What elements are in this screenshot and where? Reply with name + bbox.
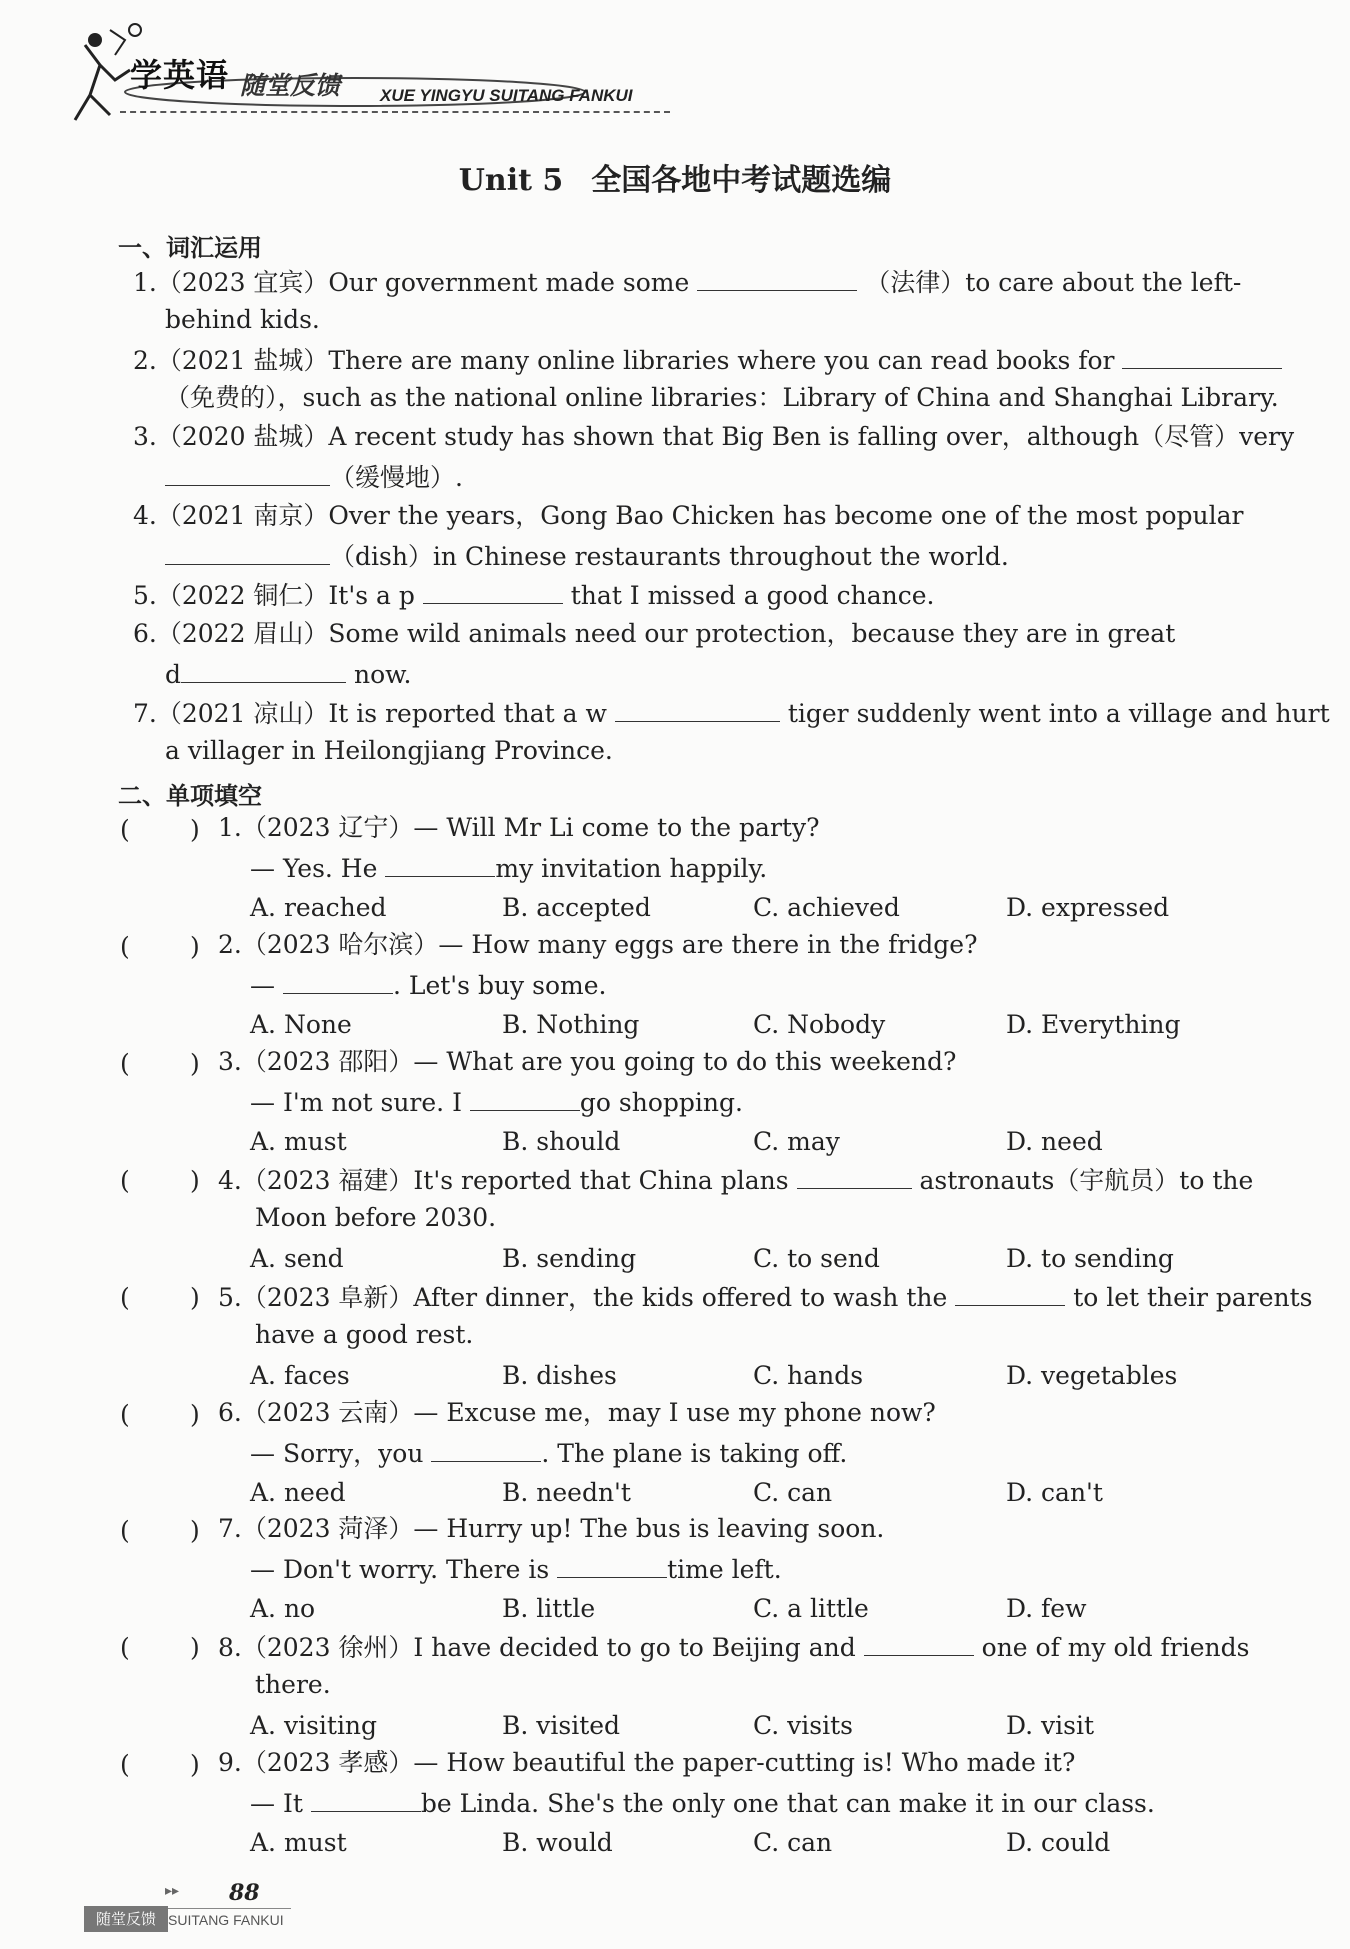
answer-box[interactable] [135,1283,190,1311]
item-number: 1. [133,268,157,297]
option-b[interactable]: B. needn't [502,1478,631,1507]
question-text: — Sorry，you [250,1439,424,1468]
footer-arrow-icon: ▸▸ [165,1883,180,1899]
mcq-question-2 [218,932,978,957]
answer-box[interactable] [135,1516,190,1544]
option-c[interactable]: C. a little [753,1594,869,1623]
answer-paren-left: ( [120,1283,130,1312]
item-number: 6. [133,619,157,648]
question-text: one of my old friends [981,1633,1250,1662]
option-c[interactable]: C. hands [753,1361,864,1390]
answer-paren-left: ( [120,1633,130,1662]
answer-paren-right: ) [190,932,200,961]
option-d[interactable]: D. to sending [1006,1244,1174,1273]
answer-box[interactable] [135,1633,190,1661]
mcq-question-5 [218,1283,1312,1310]
question-text: （2023 徐州）I have decided to go to Beijing and [241,1633,856,1662]
answer-paren-right: ) [190,1166,200,1195]
vocab-item-5 [133,581,935,608]
item-text: （2023 宜宾）Our government made some [156,268,690,297]
question-text: — It [250,1789,303,1818]
answer-blank[interactable] [165,542,330,565]
option-b[interactable]: B. accepted [502,893,651,922]
answer-blank[interactable] [557,1555,667,1578]
answer-paren-left: ( [120,1400,130,1429]
item-text-cont: （免费的），such as the national online libraries：Library of China and Shanghai Library. [165,383,1279,412]
question-number: 4. [218,1166,242,1195]
option-d[interactable]: D. can't [1006,1478,1103,1507]
answer-blank[interactable] [797,1166,912,1189]
option-d[interactable]: D. Everything [1006,1010,1181,1039]
question-text: go shopping. [579,1088,743,1117]
item-text-cont: a villager in Heilongjiang Province. [165,736,613,765]
question-text: astronauts（宇航员）to the [919,1166,1254,1195]
answer-paren-left: ( [120,932,130,961]
question-text: . The plane is taking off. [541,1439,848,1468]
item-number: 4. [133,501,157,530]
answer-paren-right: ) [190,815,200,844]
option-b[interactable]: B. dishes [502,1361,617,1390]
item-text: （2022 眉山）Some wild animals need our protection，because they are in great [156,619,1176,648]
option-a[interactable]: A. reached [250,893,387,922]
question-text: （2023 邵阳）— What are you going to do this weekend? [241,1047,957,1076]
option-c[interactable]: C. achieved [753,893,900,922]
option-b[interactable]: B. would [502,1828,613,1857]
mcq-question-7 [218,1516,884,1541]
option-c[interactable]: C. Nobody [753,1010,886,1039]
footer-label-cn: 随堂反馈 [84,1906,168,1932]
question-number: 3. [218,1047,242,1076]
question-text: （2023 福建）It's reported that China plans [241,1166,789,1195]
answer-blank[interactable] [423,581,563,604]
option-a[interactable]: A. need [250,1478,346,1507]
answer-paren-right: ) [190,1283,200,1312]
option-c[interactable]: C. may [753,1127,840,1156]
logo-subtitle-cn: 随堂反馈 [240,71,341,100]
answer-paren-right: ) [190,1049,200,1078]
question-text-cont: have a good rest. [255,1320,474,1349]
item-number: 7. [133,699,157,728]
item-text-cont: behind kids. [165,305,320,334]
section1-heading: 一、词汇运用 [118,234,262,262]
item-text: （法律）to care about the left- [865,268,1242,297]
answer-blank[interactable] [1122,346,1282,369]
item-text: （2021 盐城）There are many online libraries where you can read books for [156,346,1115,375]
option-a[interactable]: A. no [250,1594,316,1623]
question-number: 1. [218,813,242,842]
option-c[interactable]: C. visits [753,1711,853,1740]
item-text: that I missed a good chance. [570,581,935,610]
answer-blank[interactable] [615,699,780,722]
question-text: — Yes. He [250,854,378,883]
mcq-question-1 [218,815,819,840]
vocab-item-2 [133,346,1282,373]
option-d[interactable]: D. vegetables [1006,1361,1178,1390]
answer-box[interactable] [135,815,190,843]
vocab-item-1 [133,268,1241,295]
answer-paren-left: ( [120,1166,130,1195]
mcq-dialogue-line [250,1088,743,1115]
mcq-dialogue-line [250,1439,847,1466]
answer-paren-right: ) [190,1633,200,1662]
answer-box[interactable] [135,1750,190,1778]
mcq-dialogue-line [250,854,767,881]
mcq-question-9 [218,1750,1075,1775]
option-a[interactable]: A. None [250,1010,352,1039]
page-title [0,155,1350,199]
answer-paren-left: ( [120,1516,130,1545]
option-b[interactable]: B. little [502,1594,596,1623]
question-number: 6. [218,1398,242,1427]
answer-box[interactable] [135,1049,190,1077]
option-d[interactable]: D. visit [1006,1711,1095,1740]
question-text: . Let's buy some. [392,971,607,1000]
mcq-question-6 [218,1400,936,1425]
answer-blank[interactable] [470,1088,580,1111]
option-c[interactable]: C. can [753,1478,833,1507]
answer-blank[interactable] [165,463,330,486]
item-text: （dish）in Chinese restaurants throughout the world. [330,542,1009,571]
answer-blank[interactable] [385,854,495,877]
logo-subtitle-en: XUE YINGYU SUITANG FANKUI [380,86,633,105]
vocab-item-4 [133,503,1244,528]
answer-paren-left: ( [120,1750,130,1779]
vocab-item-6 [133,621,1175,646]
item-text: （2021 凉山）It is reported that a w [156,699,607,728]
unit-label: Unit 5 [458,163,564,198]
item-number: 5. [133,581,157,610]
question-number: 5. [218,1283,242,1312]
question-text: my invitation happily. [495,854,768,883]
item-text: （2021 南京）Over the years，Gong Bao Chicken has become one of the most popular [156,501,1244,530]
option-c[interactable]: C. to send [753,1244,880,1273]
question-number: 8. [218,1633,242,1662]
option-d[interactable]: D. need [1006,1127,1103,1156]
question-text: （2023 云南）— Excuse me，may I use my phone now? [241,1398,936,1427]
option-d[interactable]: D. expressed [1006,893,1170,922]
question-number: 7. [218,1514,242,1543]
section2-heading: 二、单项填空 [118,782,262,810]
option-a[interactable]: A. send [250,1244,344,1273]
answer-blank[interactable] [311,1789,421,1812]
answer-paren-right: ) [190,1400,200,1429]
item-number: 2. [133,346,157,375]
question-text-cont: Moon before 2030. [255,1203,497,1232]
option-c[interactable]: C. can [753,1828,833,1857]
question-text: to let their parents [1073,1283,1313,1312]
footer-label-en: SUITANG FANKUI [168,1912,284,1928]
header-divider [120,111,670,113]
mcq-question-4 [218,1166,1253,1193]
option-b[interactable]: B. visited [502,1711,621,1740]
question-text: （2023 菏泽）— Hurry up! The bus is leaving soon. [241,1514,885,1543]
mcq-dialogue-line [250,1555,782,1582]
question-text: （2023 辽宁）— Will Mr Li come to the party? [241,813,820,842]
answer-blank[interactable] [864,1633,974,1656]
answer-paren-left: ( [120,1049,130,1078]
item-number: 3. [133,422,157,451]
question-text: — Don't worry. There is [250,1555,550,1584]
option-d[interactable]: D. few [1006,1594,1087,1623]
item-text: （2020 盐城）A recent study has shown that Big Ben is falling over，although（尽管）very [156,422,1295,451]
answer-paren-left: ( [120,815,130,844]
item-text: now. [353,660,412,689]
logo-title-cn: 学英语 [130,56,230,94]
option-b[interactable]: B. sending [502,1244,637,1273]
question-number: 9. [218,1748,242,1777]
answer-paren-right: ) [190,1750,200,1779]
answer-box[interactable] [135,1400,190,1428]
answer-blank[interactable] [955,1283,1065,1306]
vocab-item-7 [133,699,1330,726]
answer-box[interactable] [135,932,190,960]
page-number: 88 [229,1880,260,1906]
option-d[interactable]: D. could [1006,1828,1111,1857]
question-text: （2023 阜新）After dinner，the kids offered to wash the [241,1283,948,1312]
question-text: （2023 哈尔滨）— How many eggs are there in the fridge? [241,930,978,959]
item-text: tiger suddenly went into a village and hurt [787,699,1330,728]
vocab-item-6-cont [165,660,412,687]
mcq-dialogue-line [250,971,606,998]
vocab-item-4-cont [165,542,1009,569]
question-text: — [250,971,275,1000]
option-a[interactable]: A. must [250,1127,347,1156]
option-b[interactable]: B. Nothing [502,1010,640,1039]
question-number: 2. [218,930,242,959]
item-text: d [165,660,182,689]
answer-blank[interactable] [181,660,346,683]
mcq-question-3 [218,1049,956,1074]
item-text: （缓慢地）. [330,463,463,492]
mcq-dialogue-line [250,1789,1155,1816]
option-b[interactable]: B. should [502,1127,621,1156]
question-text: — I'm not sure. I [250,1088,462,1117]
question-text-cont: there. [255,1670,331,1699]
question-text: time left. [667,1555,782,1584]
item-text: （2022 铜仁）It's a p [156,581,415,610]
vocab-item-3-cont [165,463,463,490]
option-a[interactable]: A. faces [250,1361,350,1390]
option-a[interactable]: A. must [250,1828,347,1857]
footer-divider [168,1908,291,1909]
title-text: 全国各地中考试题选编 [591,163,892,198]
option-a[interactable]: A. visiting [250,1711,378,1740]
question-text: （2023 孝感）— How beautiful the paper-cutting is! Who made it? [241,1748,1076,1777]
vocab-item-3 [133,424,1294,449]
answer-blank[interactable] [697,268,857,291]
answer-blank[interactable] [283,971,393,994]
mcq-question-8 [218,1633,1250,1660]
answer-blank[interactable] [431,1439,541,1462]
answer-box[interactable] [135,1166,190,1194]
answer-paren-right: ) [190,1516,200,1545]
question-text: be Linda. She's the only one that can make it in our class. [420,1789,1155,1818]
